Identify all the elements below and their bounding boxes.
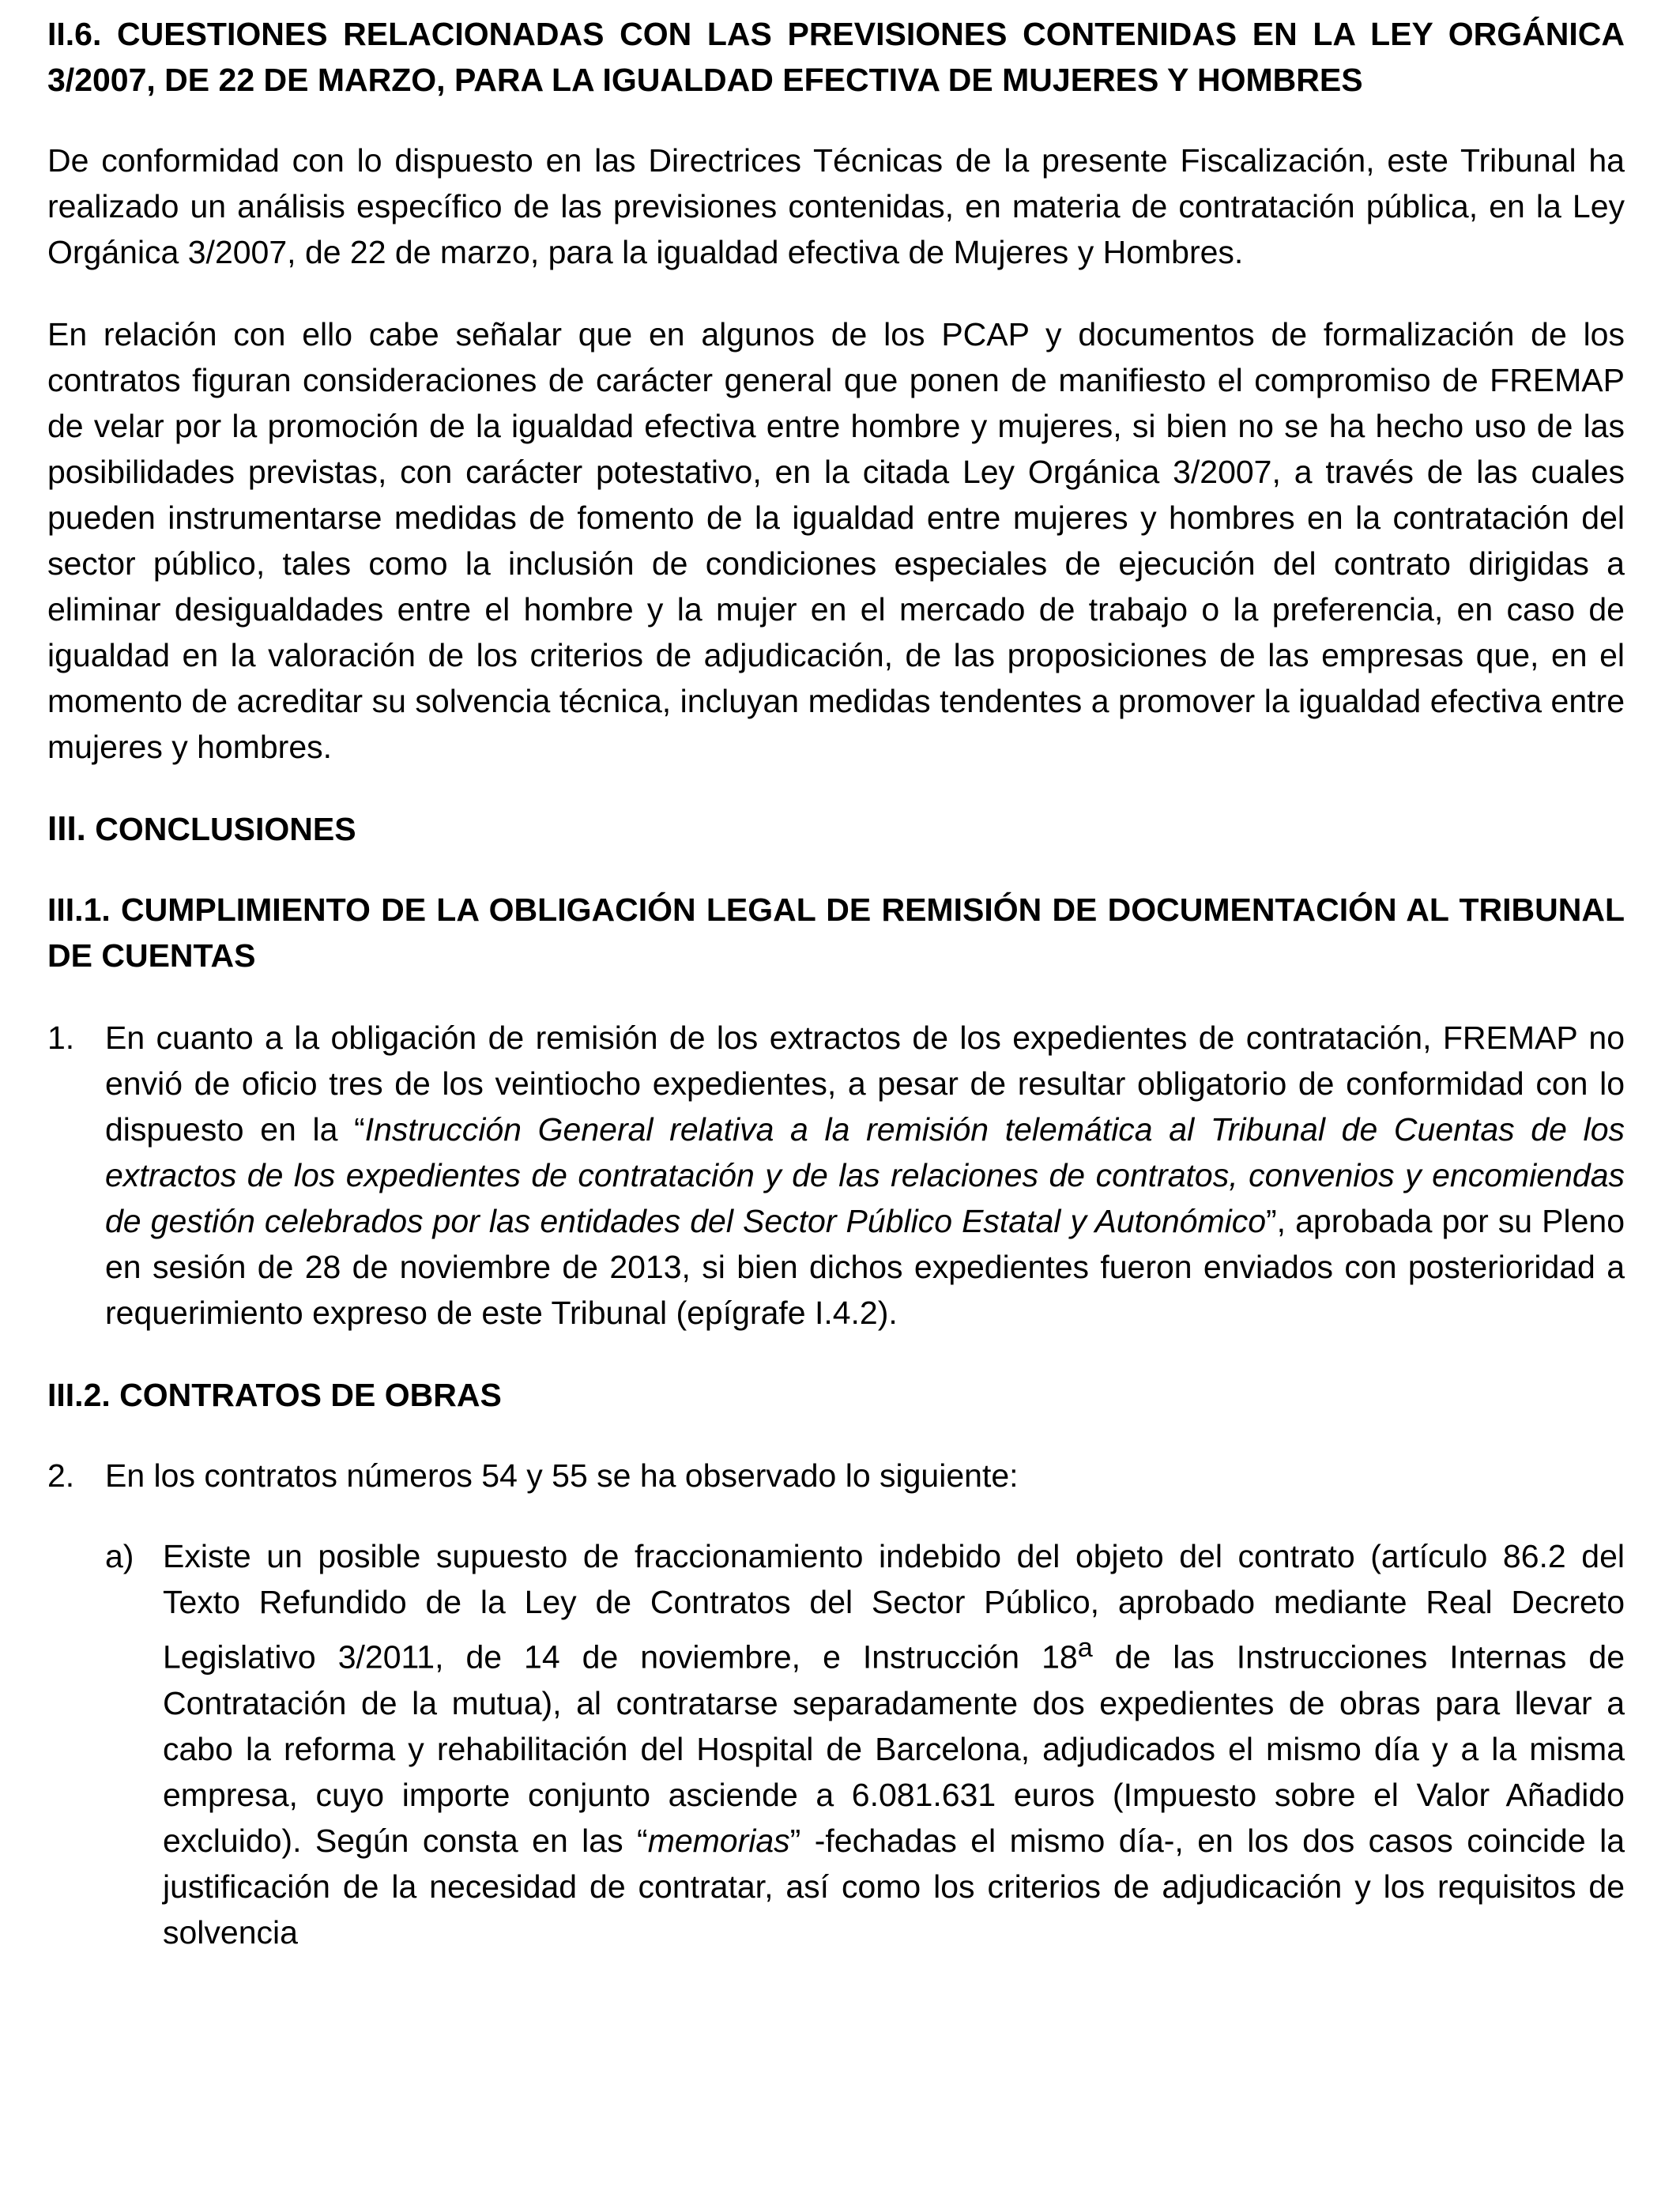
list-item-2	[47, 1453, 1625, 1498]
spacer	[47, 978, 1625, 1015]
text-segment: de las Instrucciones Internas de Contratación de la mutua), al contratarse separadamente dos expedientes de obras para llevar a cabo la reforma y rehabilitación del Hospital de Barcelona, adjudicados el mismo día y a la misma empresa, cuyo importe conjunto asciende a 6.081.631 euros (Impuesto sobre el Valor Añadido excluido). Según consta en las “	[163, 1638, 1625, 1859]
document-page	[47, 11, 1625, 1955]
list-item-text	[163, 1533, 1625, 1955]
list-item-1	[47, 1015, 1625, 1336]
section-heading-iii	[47, 806, 1625, 852]
spacer	[47, 1336, 1625, 1372]
memorias-italic: memorias	[647, 1822, 790, 1859]
spacer	[47, 770, 1625, 806]
list-subitem-a	[105, 1533, 1625, 1955]
list-item-text	[105, 1015, 1625, 1336]
spacer	[47, 1498, 1625, 1533]
text-segment: ” -fechadas el mismo día-, en los dos casos coincide la justificación de la necesidad de contratar, así como los criterios de adjudicación y los requisitos de solvencia	[163, 1822, 1625, 1951]
section-numeral: III.	[47, 809, 86, 848]
list-marker: 1.	[47, 1020, 75, 1056]
text-segment: ”, aprobada por su Pleno en sesión de 28 de noviembre de 2013, si bien dichos expedientes fueron enviados con posterioridad a requerimiento expreso de este Tribunal (epígrafe I.4.2).	[105, 1203, 1625, 1331]
list-marker: 2.	[47, 1457, 75, 1494]
section-heading-ii6: II.6. CUESTIONES RELACIONADAS CON LAS PREVISIONES CONTENIDAS EN LA LEY ORGÁNICA 3/2007, DE 22 DE MARZO, PARA LA IGUALDAD EFECTIVA DE MUJERES Y HOMBRES	[47, 16, 1625, 98]
spacer	[47, 275, 1625, 311]
spacer	[47, 1418, 1625, 1453]
section-heading-iii2: III.2. CONTRATOS DE OBRAS	[47, 1377, 502, 1413]
text-segment: En cuanto a la obligación de remisión de los extractos de los expedientes de contratación, FREMAP no envió de oficio tres de los veintiocho expedientes, a pesar de resultar obligatorio de conformidad con lo dispuesto en la “	[105, 1020, 1625, 1148]
ordinal-superscript: a	[1077, 1633, 1093, 1663]
section-heading-iii1: III.1. CUMPLIMIENTO DE LA OBLIGACIÓN LEGAL DE REMISIÓN DE DOCUMENTACIÓN AL TRIBUNAL DE CUENTAS	[47, 892, 1625, 974]
instruction-title-italic: Instrucción General relativa a la remisión telemática al Tribunal de Cuentas de los extractos de los expedientes de contratación y de las relaciones de contratos, convenios y encomiendas de gestión celebrados por las entidades del Sector Público Estatal y Autonómico	[105, 1111, 1625, 1239]
list-item-text: En los contratos números 54 y 55 se ha observado lo siguiente:	[105, 1457, 1019, 1494]
spacer	[47, 852, 1625, 887]
list-marker: a)	[105, 1538, 134, 1574]
section-title: CONCLUSIONES	[85, 811, 356, 847]
spacer	[47, 103, 1625, 138]
text-segment: Existe un posible supuesto de fraccionamiento indebido del objeto del contrato (artículo 86.2 del Texto Refundido de la Ley de Contratos del Sector Público, aprobado mediante Real Decreto Legislativo 3/2011, de 14 de noviembre, e Instrucción 18	[163, 1538, 1625, 1676]
paragraph-pcap: En relación con ello cabe señalar que en algunos de los PCAP y documentos de formalización de los contratos figuran consideraciones de carácter general que ponen de manifiesto el compromiso de FREMAP de velar por la promoción de la igualdad efectiva entre hombre y mujeres, si bien no se ha hecho uso de las posibilidades previstas, con carácter potestativo, en la citada Ley Orgánica 3/2007, a través de las cuales pueden instrumentarse medidas de fomento de la igualdad entre mujeres y hombres en la contratación del sector público, tales como la inclusión de condiciones especiales de ejecución del contrato dirigidas a eliminar desigualdades entre el hombre y la mujer en el mercado de trabajo o la preferencia, en caso de igualdad en la valoración de los criterios de adjudicación, de las proposiciones de las empresas que, en el momento de acreditar su solvencia técnica, incluyan medidas tendentes a promover la igualdad efectiva entre mujeres y hombres.	[47, 316, 1625, 765]
paragraph-directrices: De conformidad con lo dispuesto en las Directrices Técnicas de la presente Fiscalización, este Tribunal ha realizado un análisis específico de las previsiones contenidas, en materia de contratación pública, en la Ley Orgánica 3/2007, de 22 de marzo, para la igualdad efectiva de Mujeres y Hombres.	[47, 142, 1625, 270]
